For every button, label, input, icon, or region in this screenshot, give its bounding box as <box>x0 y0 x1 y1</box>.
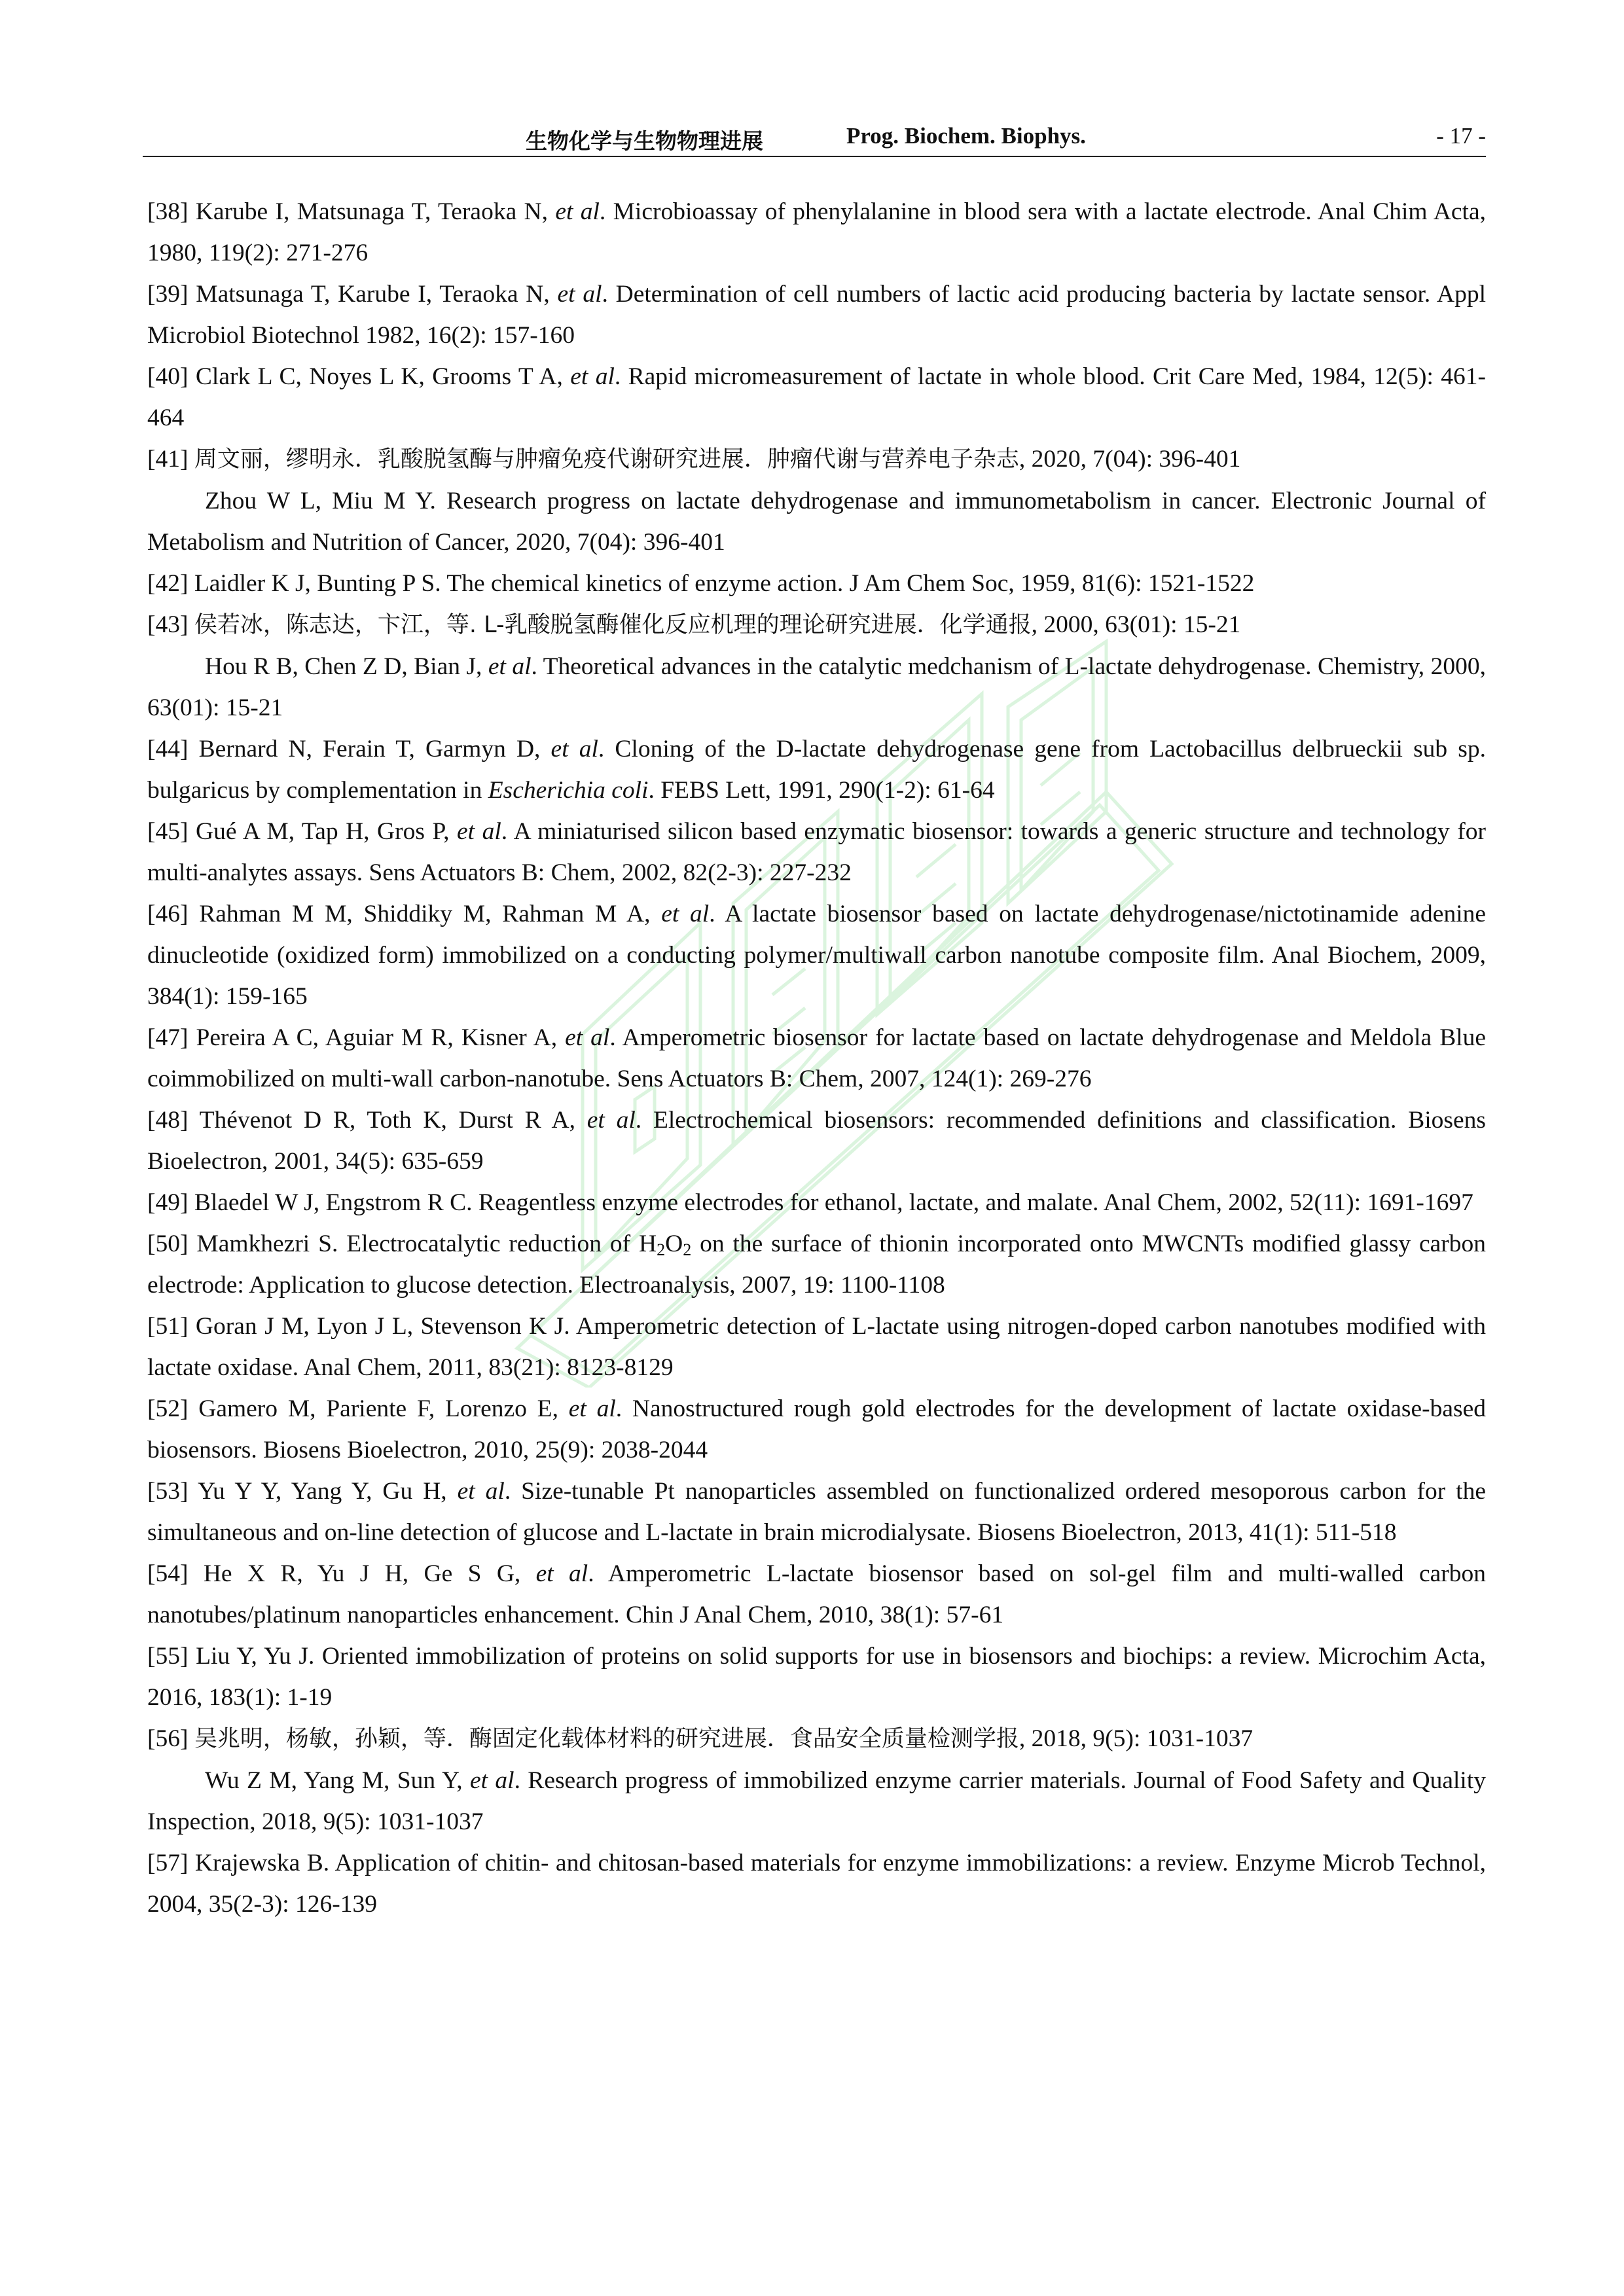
reference-entry <box>147 811 1486 893</box>
reference-number: [43] <box>147 611 189 638</box>
journal-title-chinese: 生物化学与生物物理进展 <box>526 128 763 154</box>
reference-number: [56] <box>147 1725 189 1752</box>
reference-text: Gué A M, Tap H, Gros P, et al. A miniaturised silicon based enzymatic biosensor: towards a generic structure and technology for multi-analytes assays. Sens Actuators B: Chem, 2002, 82(2-3): 227-232 <box>147 818 1486 886</box>
reference-text: Laidler K J, Bunting P S. The chemical kinetics of enzyme action. J Am Chem Soc, 1959, 81(6): 1521-1522 <box>194 570 1255 597</box>
reference-entry <box>147 893 1486 1017</box>
reference-number: [39] <box>147 281 189 308</box>
reference-number: [55] <box>147 1643 189 1670</box>
reference-text: He X R, Yu J H, Ge S G, et al. Amperometric L-lactate biosensor based on sol-gel film and multi-walled carbon nanotubes/platinum nanoparticles enhancement. Chin J Anal Chem, 2010, 38(1): 57-61 <box>147 1560 1486 1628</box>
reference-translation <box>147 646 1486 728</box>
reference-number: [40] <box>147 363 189 390</box>
reference-translation <box>147 1760 1486 1842</box>
reference-number: [44] <box>147 736 189 762</box>
reference-number: [48] <box>147 1107 189 1134</box>
reference-text: 侯若冰，陈志达，卞江，等. L-乳酸脱氢酶催化反应机理的理论研究进展．化学通报, 2000, 63(01): 15-21 <box>194 611 1241 638</box>
reference-entry <box>147 1100 1486 1182</box>
reference-entry <box>147 1182 1486 1223</box>
reference-number: [42] <box>147 570 189 597</box>
reference-number: [54] <box>147 1560 189 1587</box>
reference-number: [47] <box>147 1024 189 1051</box>
reference-text: Mamkhezri S. Electrocatalytic reduction of $H_2O_2$ on the surface of thionin incorporated onto MWCNTs modified glassy carbon electrode: Application to glucose detection. Electroanalysis, 2007, 19: 1100-1108 <box>147 1230 1487 1299</box>
reference-entry <box>147 191 1486 274</box>
header-rule <box>143 156 1486 157</box>
reference-text: Goran J M, Lyon J L, Stevenson K J. Amperometric detection of L-lactate using nitrogen-doped carbon nanotubes modified with lactate oxidase. Anal Chem, 2011, 83(21): 8123-8129 <box>147 1313 1486 1381</box>
reference-text: 周文丽，缪明永．乳酸脱氢酶与肿瘤免疫代谢研究进展．肿瘤代谢与营养电子杂志, 2020, 7(04): 396-401 <box>194 446 1241 473</box>
reference-text: 吴兆明，杨敏，孙颖，等．酶固定化载体材料的研究进展．食品安全质量检测学报, 2018, 9(5): 1031-1037 <box>194 1725 1254 1752</box>
reference-text: Blaedel W J, Engstrom R C. Reagentless enzyme electrodes for ethanol, lactate, and malate. Anal Chem, 2002, 52(11): 1691-1697 <box>194 1189 1473 1216</box>
reference-text: Krajewska B. Application of chitin- and chitosan-based materials for enzyme immobilizations: a review. Enzyme Microb Technol, 2004, 35(2-3): 126-139 <box>147 1850 1487 1918</box>
reference-number: [50] <box>147 1230 189 1257</box>
reference-entry <box>147 1842 1486 1925</box>
reference-number: [51] <box>147 1313 189 1340</box>
reference-number: [41] <box>147 446 189 473</box>
reference-text: Hou R B, Chen Z D, Bian J, et al. Theoretical advances in the catalytic medchanism of L-lactate dehydrogenase. Chemistry, 2000, 63(01): 15-21 <box>147 653 1486 721</box>
reference-text: Thévenot D R, Toth K, Durst R A, et al. Electrochemical biosensors: recommended definitions and classification. Biosens Bioelectron, 2001, 34(5): 635-659 <box>147 1107 1486 1175</box>
reference-entry <box>147 728 1486 811</box>
reference-entry <box>147 439 1486 480</box>
reference-text: Karube I, Matsunaga T, Teraoka N, et al. Microbioassay of phenylalanine in blood sera with a lactate electrode. Anal Chim Acta, 1980, 119(2): 271-276 <box>147 198 1486 266</box>
reference-entry <box>147 1306 1486 1388</box>
reference-number: [52] <box>147 1395 189 1422</box>
reference-entry <box>147 1223 1486 1306</box>
reference-entry <box>147 1471 1486 1553</box>
reference-text: Zhou W L, Miu M Y. Research progress on lactate dehydrogenase and immunometabolism in cancer. Electronic Journal of Metabolism and Nutrition of Cancer, 2020, 7(04): 396-401 <box>147 488 1486 556</box>
reference-text: Clark L C, Noyes L K, Grooms T A, et al. Rapid micromeasurement of lactate in whole blood. Crit Care Med, 1984, 12(5): 461-464 <box>147 363 1487 431</box>
reference-text: Matsunaga T, Karube I, Teraoka N, et al. Determination of cell numbers of lactic acid producing bacteria by lactate sensor. Appl Microbiol Biotechnol 1982, 16(2): 157-160 <box>147 281 1487 349</box>
reference-text: Pereira A C, Aguiar M R, Kisner A, et al. Amperometric biosensor for lactate based on lactate dehydrogenase and Meldola Blue coimmobilized on multi-wall carbon-nanotube. Sens Actuators B: Chem, 2007, 124(1): 269-276 <box>147 1024 1487 1092</box>
reference-entry <box>147 1636 1486 1718</box>
reference-number: [53] <box>147 1478 189 1505</box>
running-header <box>143 123 1486 156</box>
reference-text: Gamero M, Pariente F, Lorenzo E, et al. Nanostructured rough gold electrodes for the development of lactate oxidase-based biosensors. Biosens Bioelectron, 2010, 25(9): 2038-2044 <box>147 1395 1486 1463</box>
reference-entry <box>147 1017 1486 1100</box>
reference-entry <box>147 1388 1486 1471</box>
reference-text: Bernard N, Ferain T, Garmyn D, et al. Cloning of the D-lactate dehydrogenase gene from Lactobacillus delbrueckii sub sp. bulgaricus by complementation in Escherichia coli. FEBS Lett, 1991, 290(1-2): 61-64 <box>147 736 1487 804</box>
reference-entry <box>147 1718 1486 1760</box>
reference-entry <box>147 563 1486 604</box>
reference-entry <box>147 274 1486 356</box>
reference-entry <box>147 604 1486 646</box>
reference-text: Yu Y Y, Yang Y, Gu H, et al. Size-tunable Pt nanoparticles assembled on functionalized ordered mesoporous carbon for the simultaneous and on-line detection of glucose and L-lactate in brain microdialysate. Biosens Bioelectron, 2013, 41(1): 511-518 <box>147 1478 1486 1546</box>
reference-number: [49] <box>147 1189 189 1216</box>
reference-entry <box>147 1553 1486 1636</box>
reference-text: Rahman M M, Shiddiky M, Rahman M A, et al. A lactate biosensor based on lactate dehydrogenase/nictotinamide adenine dinucleotide (oxidized form) immobilized on a conducting polymer/multiwall carbon nanotube composite film. Anal Biochem, 2009, 384(1): 159-165 <box>147 901 1487 1010</box>
page-number: - 17 - <box>1436 123 1486 149</box>
reference-translation <box>147 480 1486 563</box>
journal-title-english: Prog. Biochem. Biophys. <box>846 123 1086 149</box>
reference-text: Liu Y, Yu J. Oriented immobilization of proteins on solid supports for use in biosensors and biochips: a review. Microchim Acta, 2016, 183(1): 1-19 <box>147 1643 1487 1711</box>
reference-number: [46] <box>147 901 189 927</box>
reference-number: [38] <box>147 198 189 225</box>
reference-text: Wu Z M, Yang M, Sun Y, et al. Research progress of immobilized enzyme carrier materials. Journal of Food Safety and Quality Inspection, 2018, 9(5): 1031-1037 <box>147 1767 1487 1835</box>
reference-list <box>147 191 1486 1925</box>
reference-number: [45] <box>147 818 189 845</box>
reference-entry <box>147 356 1486 439</box>
reference-number: [57] <box>147 1850 189 1876</box>
